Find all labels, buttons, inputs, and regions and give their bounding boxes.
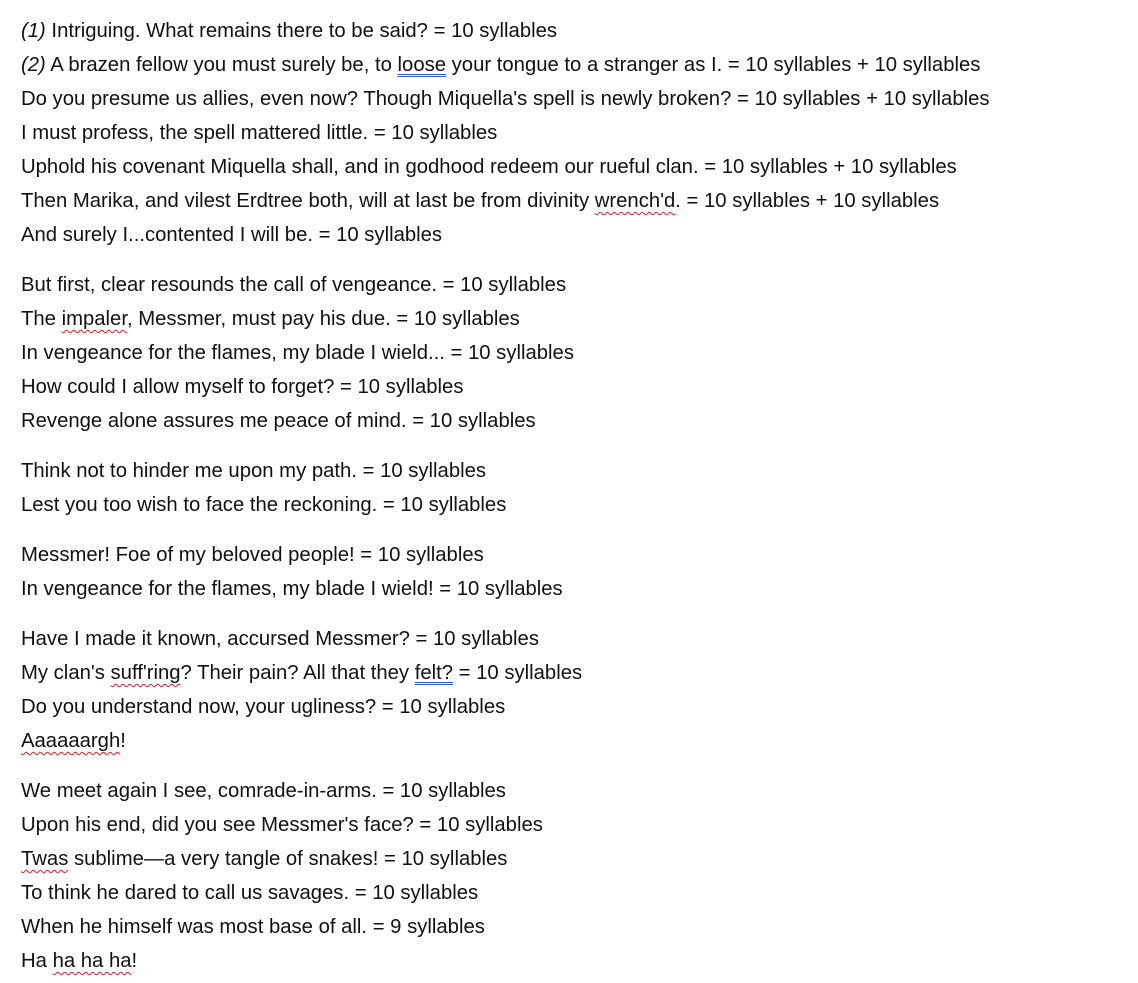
text-run: The xyxy=(21,308,62,330)
text-run: Have I made it known, accursed Messmer? = 10 syllables xyxy=(21,628,539,650)
spelling-flagged-word[interactable]: Twas xyxy=(21,848,69,870)
spelling-flagged-word[interactable]: Aaaaaargh xyxy=(21,730,121,752)
text-line[interactable] xyxy=(21,538,1138,572)
text-run: Then Marika, and vilest Erdtree both, will at last be from divinity xyxy=(21,190,595,212)
text-run: In vengeance for the flames, my blade I wield... = 10 syllables xyxy=(21,342,574,364)
stanza xyxy=(21,454,1138,522)
text-line[interactable] xyxy=(21,14,1138,48)
text-run: How could I allow myself to forget? = 10 syllables xyxy=(21,376,464,398)
text-run: My clan's xyxy=(21,662,111,684)
text-run: = 10 syllables xyxy=(453,662,583,684)
text-run: sublime—a very tangle of snakes! = 10 syllables xyxy=(68,848,508,870)
text-run: And surely I...contented I will be. = 10 syllables xyxy=(21,224,443,246)
stanza xyxy=(21,268,1138,438)
text-run: Think not to hinder me upon my path. = 10 syllables xyxy=(21,460,487,482)
text-run: I must profess, the spell mattered little. = 10 syllables xyxy=(21,122,498,144)
text-line[interactable] xyxy=(21,724,1138,758)
text-line[interactable] xyxy=(21,184,1138,218)
text-line[interactable] xyxy=(21,876,1138,910)
spelling-flagged-word[interactable]: impaler xyxy=(61,308,127,330)
text-line[interactable] xyxy=(21,268,1138,302)
text-line[interactable] xyxy=(21,488,1138,522)
text-run: Ha xyxy=(21,950,53,972)
text-line[interactable] xyxy=(21,944,1138,978)
spelling-flagged-word[interactable]: ha ha ha xyxy=(52,950,132,972)
line-number: (2) xyxy=(21,54,46,76)
stanza xyxy=(21,538,1138,606)
text-line[interactable] xyxy=(21,842,1138,876)
text-run: Messmer! Foe of my beloved people! = 10 syllables xyxy=(21,544,484,566)
text-run: Lest you too wish to face the reckoning. = 10 syllables xyxy=(21,494,507,516)
text-line[interactable] xyxy=(21,656,1138,690)
grammar-flagged-word[interactable]: loose xyxy=(397,54,447,76)
text-run: In vengeance for the flames, my blade I wield! = 10 syllables xyxy=(21,578,563,600)
stanza xyxy=(21,622,1138,758)
text-run: , Messmer, must pay his due. = 10 syllables xyxy=(126,308,520,330)
text-run: ? Their pain? All that they xyxy=(180,662,415,684)
grammar-flagged-word[interactable]: felt? xyxy=(414,662,454,684)
text-line[interactable] xyxy=(21,622,1138,656)
text-line[interactable] xyxy=(21,370,1138,404)
spelling-flagged-word[interactable]: wrench'd xyxy=(594,190,676,212)
text-run: Upon his end, did you see Messmer's face? = 10 syllables xyxy=(21,814,543,836)
text-line[interactable] xyxy=(21,218,1138,252)
text-line[interactable] xyxy=(21,404,1138,438)
text-run: Revenge alone assures me peace of mind. = 10 syllables xyxy=(21,410,536,432)
text-line[interactable] xyxy=(21,572,1138,606)
text-run: Uphold his covenant Miquella shall, and in godhood redeem our rueful clan. = 10 syllables + 10 syllables xyxy=(21,156,957,178)
text-run: Intriguing. What remains there to be said? = 10 syllables xyxy=(45,20,558,42)
text-line[interactable] xyxy=(21,454,1138,488)
text-run: But first, clear resounds the call of vengeance. = 10 syllables xyxy=(21,274,567,296)
text-run: ! xyxy=(131,950,138,972)
text-line[interactable] xyxy=(21,48,1138,82)
text-line[interactable] xyxy=(21,150,1138,184)
text-line[interactable] xyxy=(21,336,1138,370)
text-line[interactable] xyxy=(21,82,1138,116)
stanza xyxy=(21,774,1138,978)
text-run: To think he dared to call us savages. = 10 syllables xyxy=(21,882,479,904)
text-line[interactable] xyxy=(21,910,1138,944)
text-line[interactable] xyxy=(21,116,1138,150)
text-run: ! xyxy=(120,730,126,752)
text-line[interactable] xyxy=(21,690,1138,724)
text-run: Do you understand now, your ugliness? = 10 syllables xyxy=(21,696,506,718)
text-run: A brazen fellow you must surely be, to xyxy=(45,54,398,76)
text-line[interactable] xyxy=(21,302,1138,336)
text-run: . = 10 syllables + 10 syllables xyxy=(675,190,940,212)
text-line[interactable] xyxy=(21,808,1138,842)
text-line[interactable] xyxy=(21,774,1138,808)
stanza xyxy=(21,14,1138,252)
text-run: your tongue to a stranger as I. = 10 syllables + 10 syllables xyxy=(446,54,981,76)
spelling-flagged-word[interactable]: suff'ring xyxy=(110,662,181,684)
text-run: We meet again I see, comrade-in-arms. = 10 syllables xyxy=(21,780,506,802)
text-run: Do you presume us allies, even now? Though Miquella's spell is newly broken? = 10 syllables + 10 syllables xyxy=(21,88,990,110)
line-number: (1) xyxy=(21,20,46,42)
text-run: When he himself was most base of all. = 9 syllables xyxy=(21,916,485,938)
